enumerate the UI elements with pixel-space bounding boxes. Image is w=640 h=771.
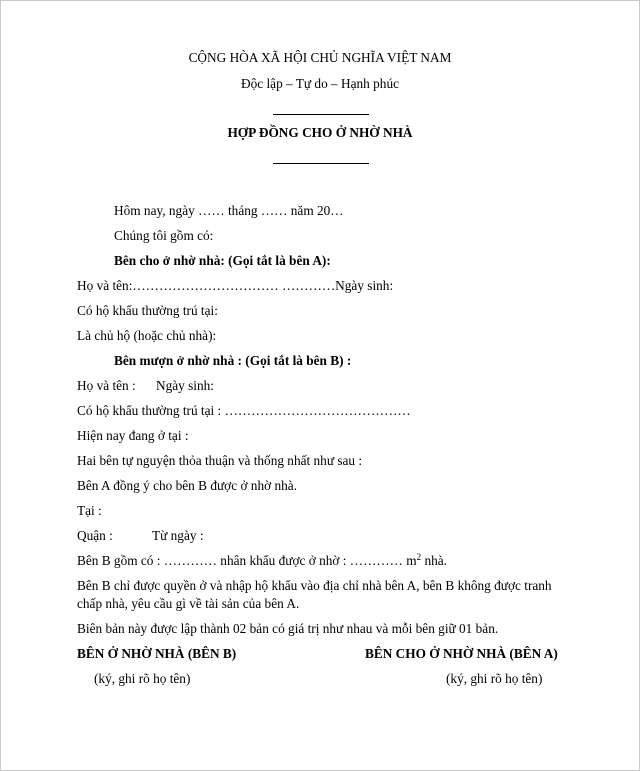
clause-2-start: Bên B gồm có : ………… nhân khẩu được ở nhờ : ………… m bbox=[77, 553, 417, 568]
clause-3-line-2: chấp nhà, yêu cầu gì về tài sản của bên A. bbox=[77, 596, 300, 611]
signature-right-title: BÊN CHO Ở NHỜ NHÀ (BÊN A) bbox=[365, 646, 558, 661]
motto: Độc lập – Tự do – Hạnh phúc bbox=[241, 76, 399, 91]
date-line: Hôm nay, ngày …… tháng …… năm 20… bbox=[114, 203, 344, 218]
party-b-current-address: Hiện nay đang ở tại : bbox=[77, 428, 189, 443]
at-label: Tại : bbox=[77, 503, 102, 518]
clause-2-end: nhà. bbox=[421, 553, 448, 568]
clause-2 bbox=[77, 553, 447, 569]
clause-3-line-1: Bên B chỉ được quyền ở và nhập hộ khẩu vào địa chỉ nhà bên A, bên B không được tranh bbox=[77, 578, 552, 593]
party-b-dob-label: Ngày sinh: bbox=[156, 378, 214, 393]
clause-1: Bên A đồng ý cho bên B được ở nhờ nhà. bbox=[77, 478, 297, 493]
party-a-owner: Là chủ hộ (hoặc chủ nhà): bbox=[77, 328, 217, 343]
divider-top bbox=[273, 114, 369, 115]
signature-right-note: (ký, ghi rõ họ tên) bbox=[446, 671, 543, 686]
signature-left-title: BÊN Ở NHỜ NHÀ (BÊN B) bbox=[77, 646, 237, 661]
party-a-name-line: Họ và tên:…………………………… …………Ngày sinh: bbox=[77, 278, 394, 293]
party-b-residence: Có hộ khẩu thường trú tại : …………………………………… bbox=[77, 403, 411, 418]
closing-line: Biên bản này được lập thành 02 bản có giá trị như nhau và mỗi bên giữ 01 bản. bbox=[77, 621, 499, 636]
party-b-heading: Bên mượn ở nhờ nhà : (Gọi tắt là bên B) : bbox=[114, 353, 352, 368]
intro-line: Chúng tôi gồm có: bbox=[114, 228, 214, 243]
party-a-residence: Có hộ khẩu thường trú tại: bbox=[77, 303, 218, 318]
document-title: HỢP ĐỒNG CHO Ở NHỜ NHÀ bbox=[227, 125, 413, 140]
agreement-intro: Hai bên tự nguyện thỏa thuận và thống nhất như sau : bbox=[77, 453, 363, 468]
district-label: Quận : bbox=[77, 528, 113, 543]
signature-left-note: (ký, ghi rõ họ tên) bbox=[94, 671, 191, 686]
from-date-label: Từ ngày : bbox=[152, 528, 204, 543]
clause-2-superscript: 2 bbox=[416, 552, 422, 562]
party-a-heading: Bên cho ở nhờ nhà: (Gọi tắt là bên A): bbox=[114, 253, 331, 268]
nation-heading: CỘNG HÒA XÃ HỘI CHỦ NGHĨA VIỆT NAM bbox=[188, 50, 452, 65]
party-b-name-label: Họ và tên : bbox=[77, 378, 136, 393]
divider-bottom bbox=[273, 163, 369, 164]
